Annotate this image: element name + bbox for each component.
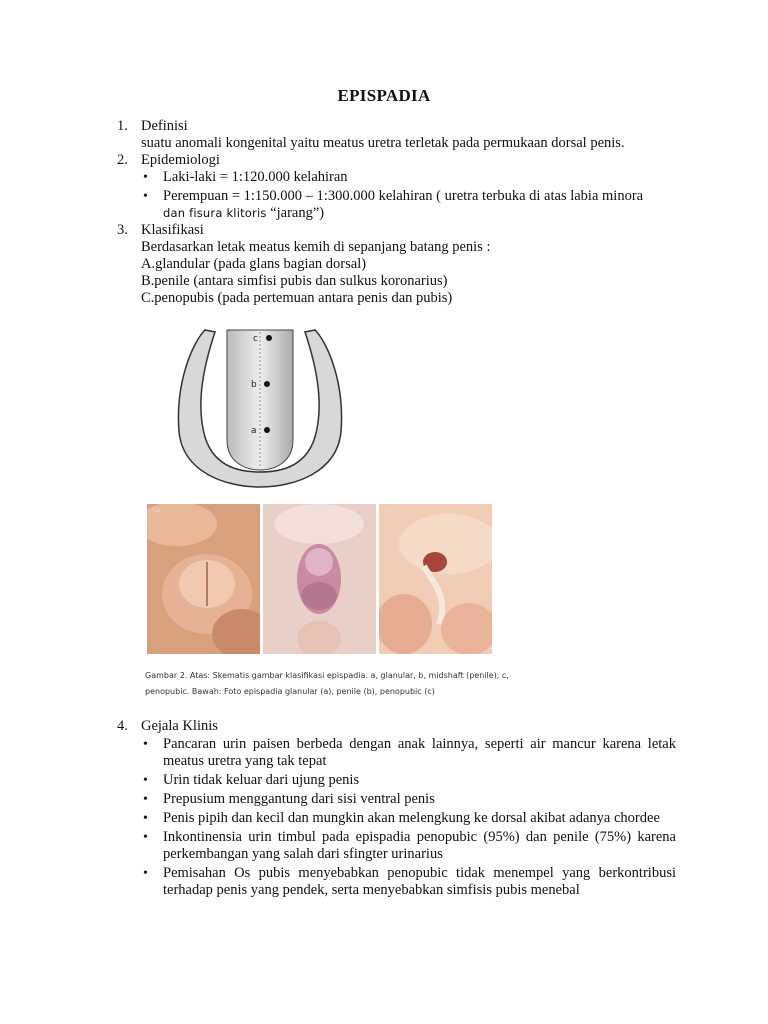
photo-tag: (b): [268, 507, 277, 514]
list-item: • Inkontinensia urin timbul pada epispadia penopubic (95%) dan penile (75%) karena perkembangan yang salah dari sfingter urinarius: [141, 829, 676, 863]
label-b: b: [251, 380, 257, 390]
list-item: • Prepusium menggantung dari sisi ventral penis: [141, 791, 676, 808]
photo-glandular: [147, 504, 260, 654]
gejala-klinis-list: [141, 736, 676, 901]
photo-tag: (a): [152, 507, 161, 514]
list-item: [141, 188, 676, 222]
section-heading: Epidemiologi: [141, 152, 220, 168]
section-klasifikasi-heading: [117, 222, 204, 239]
label-a: a: [251, 426, 257, 436]
klasifikasi-c: C.penopubis (pada pertemuan antara penis dan pubis): [141, 290, 453, 306]
meatus-a-dot: [264, 427, 270, 433]
section-epidemiologi-heading: [117, 152, 220, 169]
list-item: • Penis pipih dan kecil dan mungkin akan melengkung ke dorsal akibat adanya chordee: [141, 810, 676, 827]
section-number: 2.: [117, 152, 128, 168]
caption-line: penopubic. Bawah: Foto epispadia glanular (a), penile (b), penopubic (c): [145, 687, 435, 696]
list-item: • Laki-laki = 1:120.000 kelahiran: [141, 169, 676, 186]
list-item-text: Perempuan = 1:150.000 – 1:300.000 kelahiran ( uretra terbuka di atas labia minora: [163, 188, 644, 204]
label-c: c: [253, 334, 258, 344]
section-definisi-heading: [117, 118, 188, 135]
section-heading: Klasifikasi: [141, 222, 204, 238]
section-heading: Gejala Klinis: [141, 718, 218, 734]
list-item: • Urin tidak keluar dari ujung penis: [141, 772, 676, 789]
list-item-text: dan fisura klitoris: [163, 206, 267, 220]
definisi-text: suatu anomali kongenital yaitu meatus uretra terletak pada permukaan dorsal penis.: [141, 135, 625, 151]
epidemiologi-list: [141, 169, 676, 224]
list-item: • Pemisahan Os pubis menyebabkan penopubic tidak menempel yang berkontribusi terhadap penis yang pendek, serta menyebabkan simfisis pubis menebal: [141, 865, 676, 899]
document-title: EPISPADIA: [337, 86, 431, 105]
photo-penile: [263, 504, 376, 654]
meatus-c-dot: [266, 335, 272, 341]
section-number: 1.: [117, 118, 128, 134]
meatus-b-dot: [264, 381, 270, 387]
photo-tag: (c): [384, 507, 392, 514]
klasifikasi-b: B.penile (antara simfisi pubis dan sulkus koronarius): [141, 273, 448, 289]
klasifikasi-a: A.glandular (pada glans bagian dorsal): [141, 256, 367, 272]
photo-penopubic: [379, 504, 492, 654]
figure-caption: [145, 668, 525, 700]
section-heading: Definisi: [141, 118, 188, 134]
section-gejala-klinis-heading: [117, 718, 218, 735]
section-number: 3.: [117, 222, 128, 238]
section-number: 4.: [117, 718, 128, 734]
caption-line: Gambar 2. Atas: Skematis gambar klasifikasi epispadia. a, glanular, b, midshaft (penile), c,: [145, 671, 509, 680]
epispadia-schematic-diagram: [165, 322, 355, 492]
list-item: • Pancaran urin paisen berbeda dengan anak lainnya, seperti air mancur karena letak meatus uretra yang tak tepat: [141, 736, 676, 770]
klasifikasi-intro: Berdasarkan letak meatus kemih di sepanjang batang penis :: [141, 239, 491, 255]
list-item-text: “jarang”): [266, 205, 325, 221]
